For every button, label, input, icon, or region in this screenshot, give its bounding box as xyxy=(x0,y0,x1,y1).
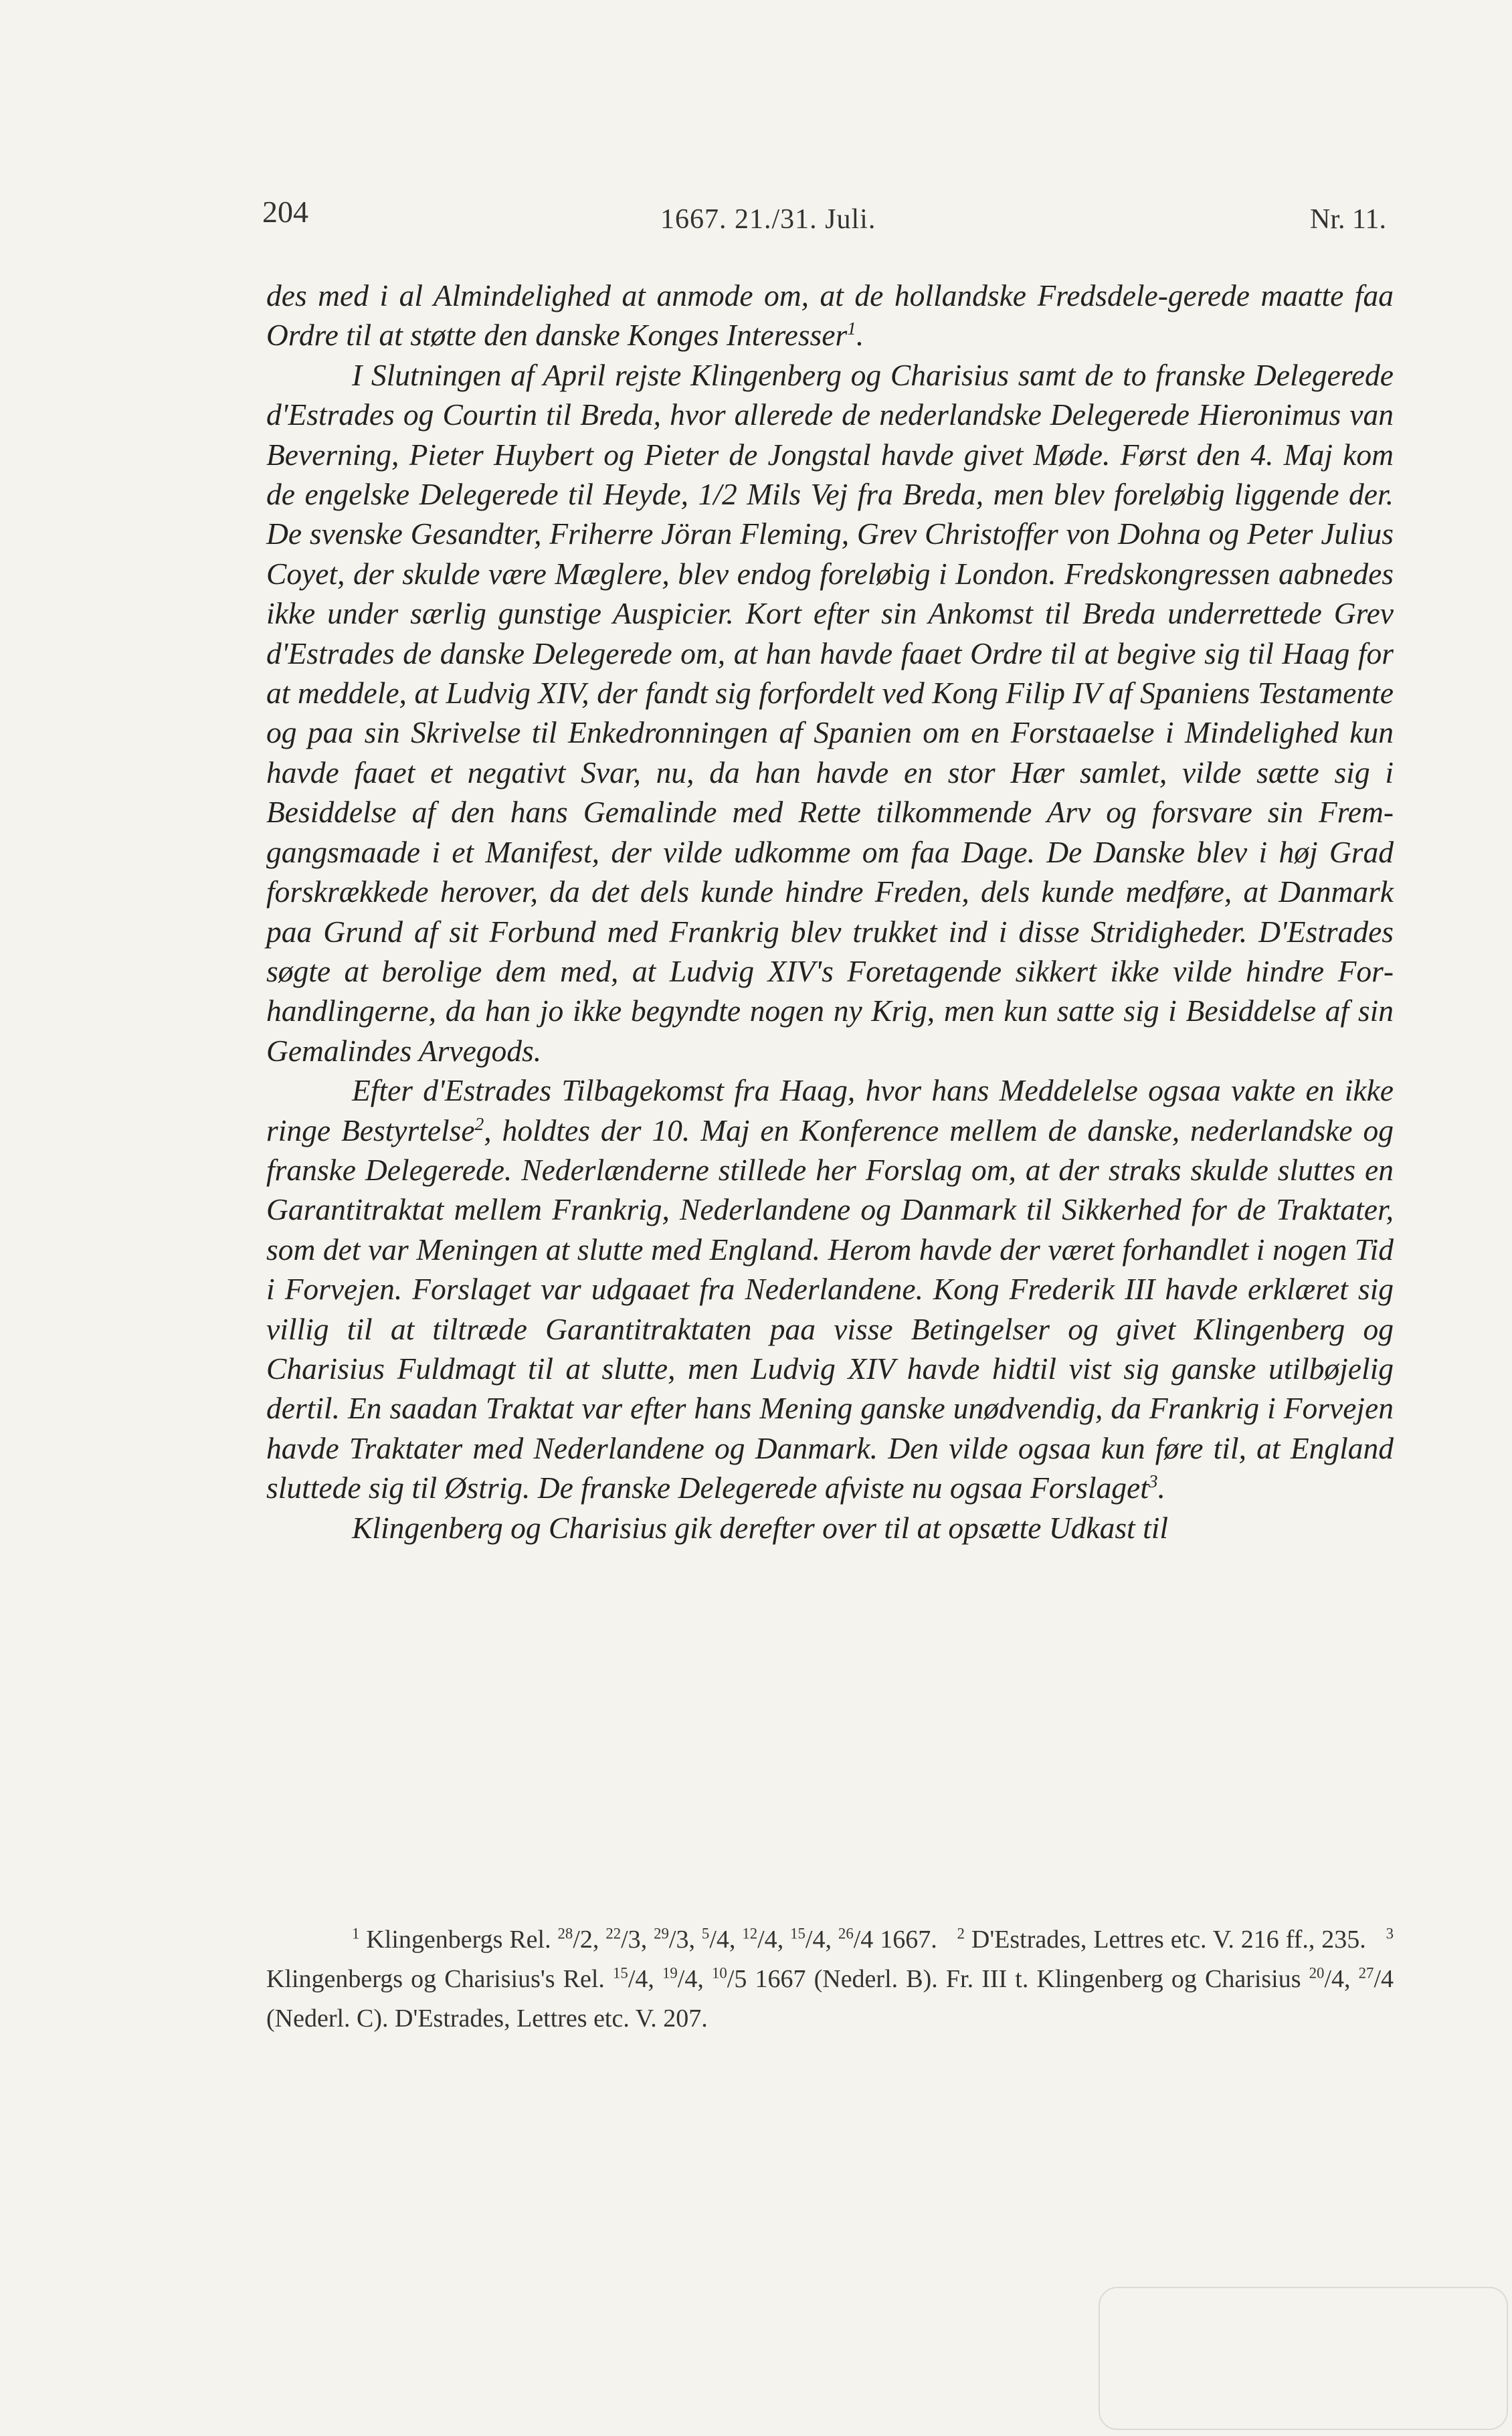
footnotes xyxy=(266,1920,1394,2039)
paragraph-4: Klingenberg og Charisius gik derefter over til at opsætte Udkast til xyxy=(352,1510,1168,1545)
document-number: Nr. 11. xyxy=(1310,204,1386,235)
page-header xyxy=(262,194,1400,248)
footnote-1-number: 1 xyxy=(352,1925,360,1942)
footnote-ref-3: 3 xyxy=(1148,1471,1158,1492)
fraction-half: 1/2 xyxy=(698,477,737,512)
page-number: 204 xyxy=(262,195,308,229)
footnote-2-text: D'Estrades, Lettres etc. V. 216 ff., 235. xyxy=(964,1926,1366,1954)
running-title: 1667. 21./31. Juli. xyxy=(660,204,876,235)
footnote-ref-2: 2 xyxy=(474,1113,484,1134)
footnote-block: $^1$ Klingenbergs Rel. $^{28}$/2, $^{22}$/3, $^{29}$/3, $^5$/4, $^{12}$/4, $^{15}$/4, $^{26}$/4 1667. $^2$ D'Estrades, Lettres etc. V. 216 ff., 235. $^3$ Klingenbergs og Charisius's Rel. $^{15}$/4, $^{19}$/4, $^{10}$/5 1667 (Nederl. B). Fr. III t. Klingenberg og Charisius $^{20}$/4, $^{27}$/4 (Nederl. C). D'Estrades, Lettres etc. V. 207. xyxy=(266,1925,1394,2033)
paragraph-2: I Slutningen af April rejste Klingenberg og Charisius samt de to franske Delegerede d'Estrades og Courtin til Breda, hvor allerede de nederlandske Delegerede Hieronimus van Beverning, Pieter Huybert og Pieter de Jongstal havde givet Møde. Først den 4. Maj kom de engelske Delegerede til Heyde, 1/2 Mils Vej fra Breda, men blev foreløbig liggende der. De svenske Gesandter, Friherre Jöran Fleming, Grev Christoffer von Dohna og Peter Julius Coyet, der skulde være Mæglere, blev endog foreløbig i London. Fredskongressen aabnedes ikke under særlig gunstige Auspicier. Kort efter sin Ankomst til Breda underrettede Grev d'Estrades de danske Delegerede om, at han havde faaet Ordre til at begive sig til Haag for at meddele, at Ludvig XIV, der fandt sig forfordelt ved Kong Filip IV af Spaniens Testamente og paa sin Skrivelse til Enkedronningen af Spanien om en Forstaaelse i Mindelighed kun havde faaet et negativt Svar, nu, da han havde en stor Hær samlet, vilde sætte sig i Besiddelse af den hans Gemalinde med Rette tilkommende Arv og forsvare sin Fremgangsmaade i et Manifest, der vilde udkomme om faa Dage. De Danske blev i høj Grad forskrækkede herover, da det dels kunde hindre Freden, dels kunde medføre, at Danmark paa Grund af sit Forbund med Frankrig blev trukket ind i disse Stridigheder. D'Estrades søgte at berolige dem med, at Ludvig XIV's Foretagende sikkert ikke vilde hindre Forhandlingerne, da han jo ikke begyndte nogen ny Krig, men kun satte sig i Besiddelse af sin Gemalindes Arvegods. xyxy=(266,357,1394,1068)
footnote-3-text: Klingenbergs og Charisius's Rel. xyxy=(266,1965,613,1993)
main-text xyxy=(266,276,1394,1548)
footnote-3-number: 3 xyxy=(1386,1925,1394,1942)
footnote-1-text: Klingenbergs Rel. xyxy=(359,1926,558,1954)
footnote-ref-1: 1 xyxy=(847,318,856,339)
paragraph-3: Efter d'Estrades Tilbagekomst fra Haag, hvor hans Meddelelse ogsaa vakte en ikke ringe Bestyrtelse$^2$, holdtes der 10. Maj en Konference mellem de danske, nederlandske og franske Delegerede. Nederlænderne stillede her Forslag om, at der straks skulde sluttes en Garantitraktat mellem Frankrig, Nederlandene og Danmark til Sikkerhed for de Traktater, som det var Meningen at slutte med England. Herom havde der været forhandlet i nogen Tid i Forvejen. Forslaget var udgaaet fra Nederlandene. Kong Frederik III havde erklæret sig villig til at tiltræde Garantitraktaten paa visse Betingelser og givet Klingenberg og Charisius Fuldmagt til at slutte, men Ludvig XIV havde hidtil vist sig ganske utilbøjelig dertil. En saadan Traktat var efter hans Mening ganske unødvendig, da Frankrig i Forvejen havde Traktater med Nederlandene og Danmark. Den vilde ogsaa kun føre til, at England sluttede sig til Østrig. De franske Delegerede afviste nu ogsaa Forslaget$^3$. xyxy=(266,1073,1394,1505)
paragraph-1: des med i al Almindelighed at anmode om, at de hollandske Fredsdele-gerede maatte faa Ordre til at støtte den danske Konges Interesser$^1$. xyxy=(266,278,1394,353)
faint-stamp-outline xyxy=(1099,2287,1508,2430)
footnote-2-number: 2 xyxy=(957,1925,965,1942)
